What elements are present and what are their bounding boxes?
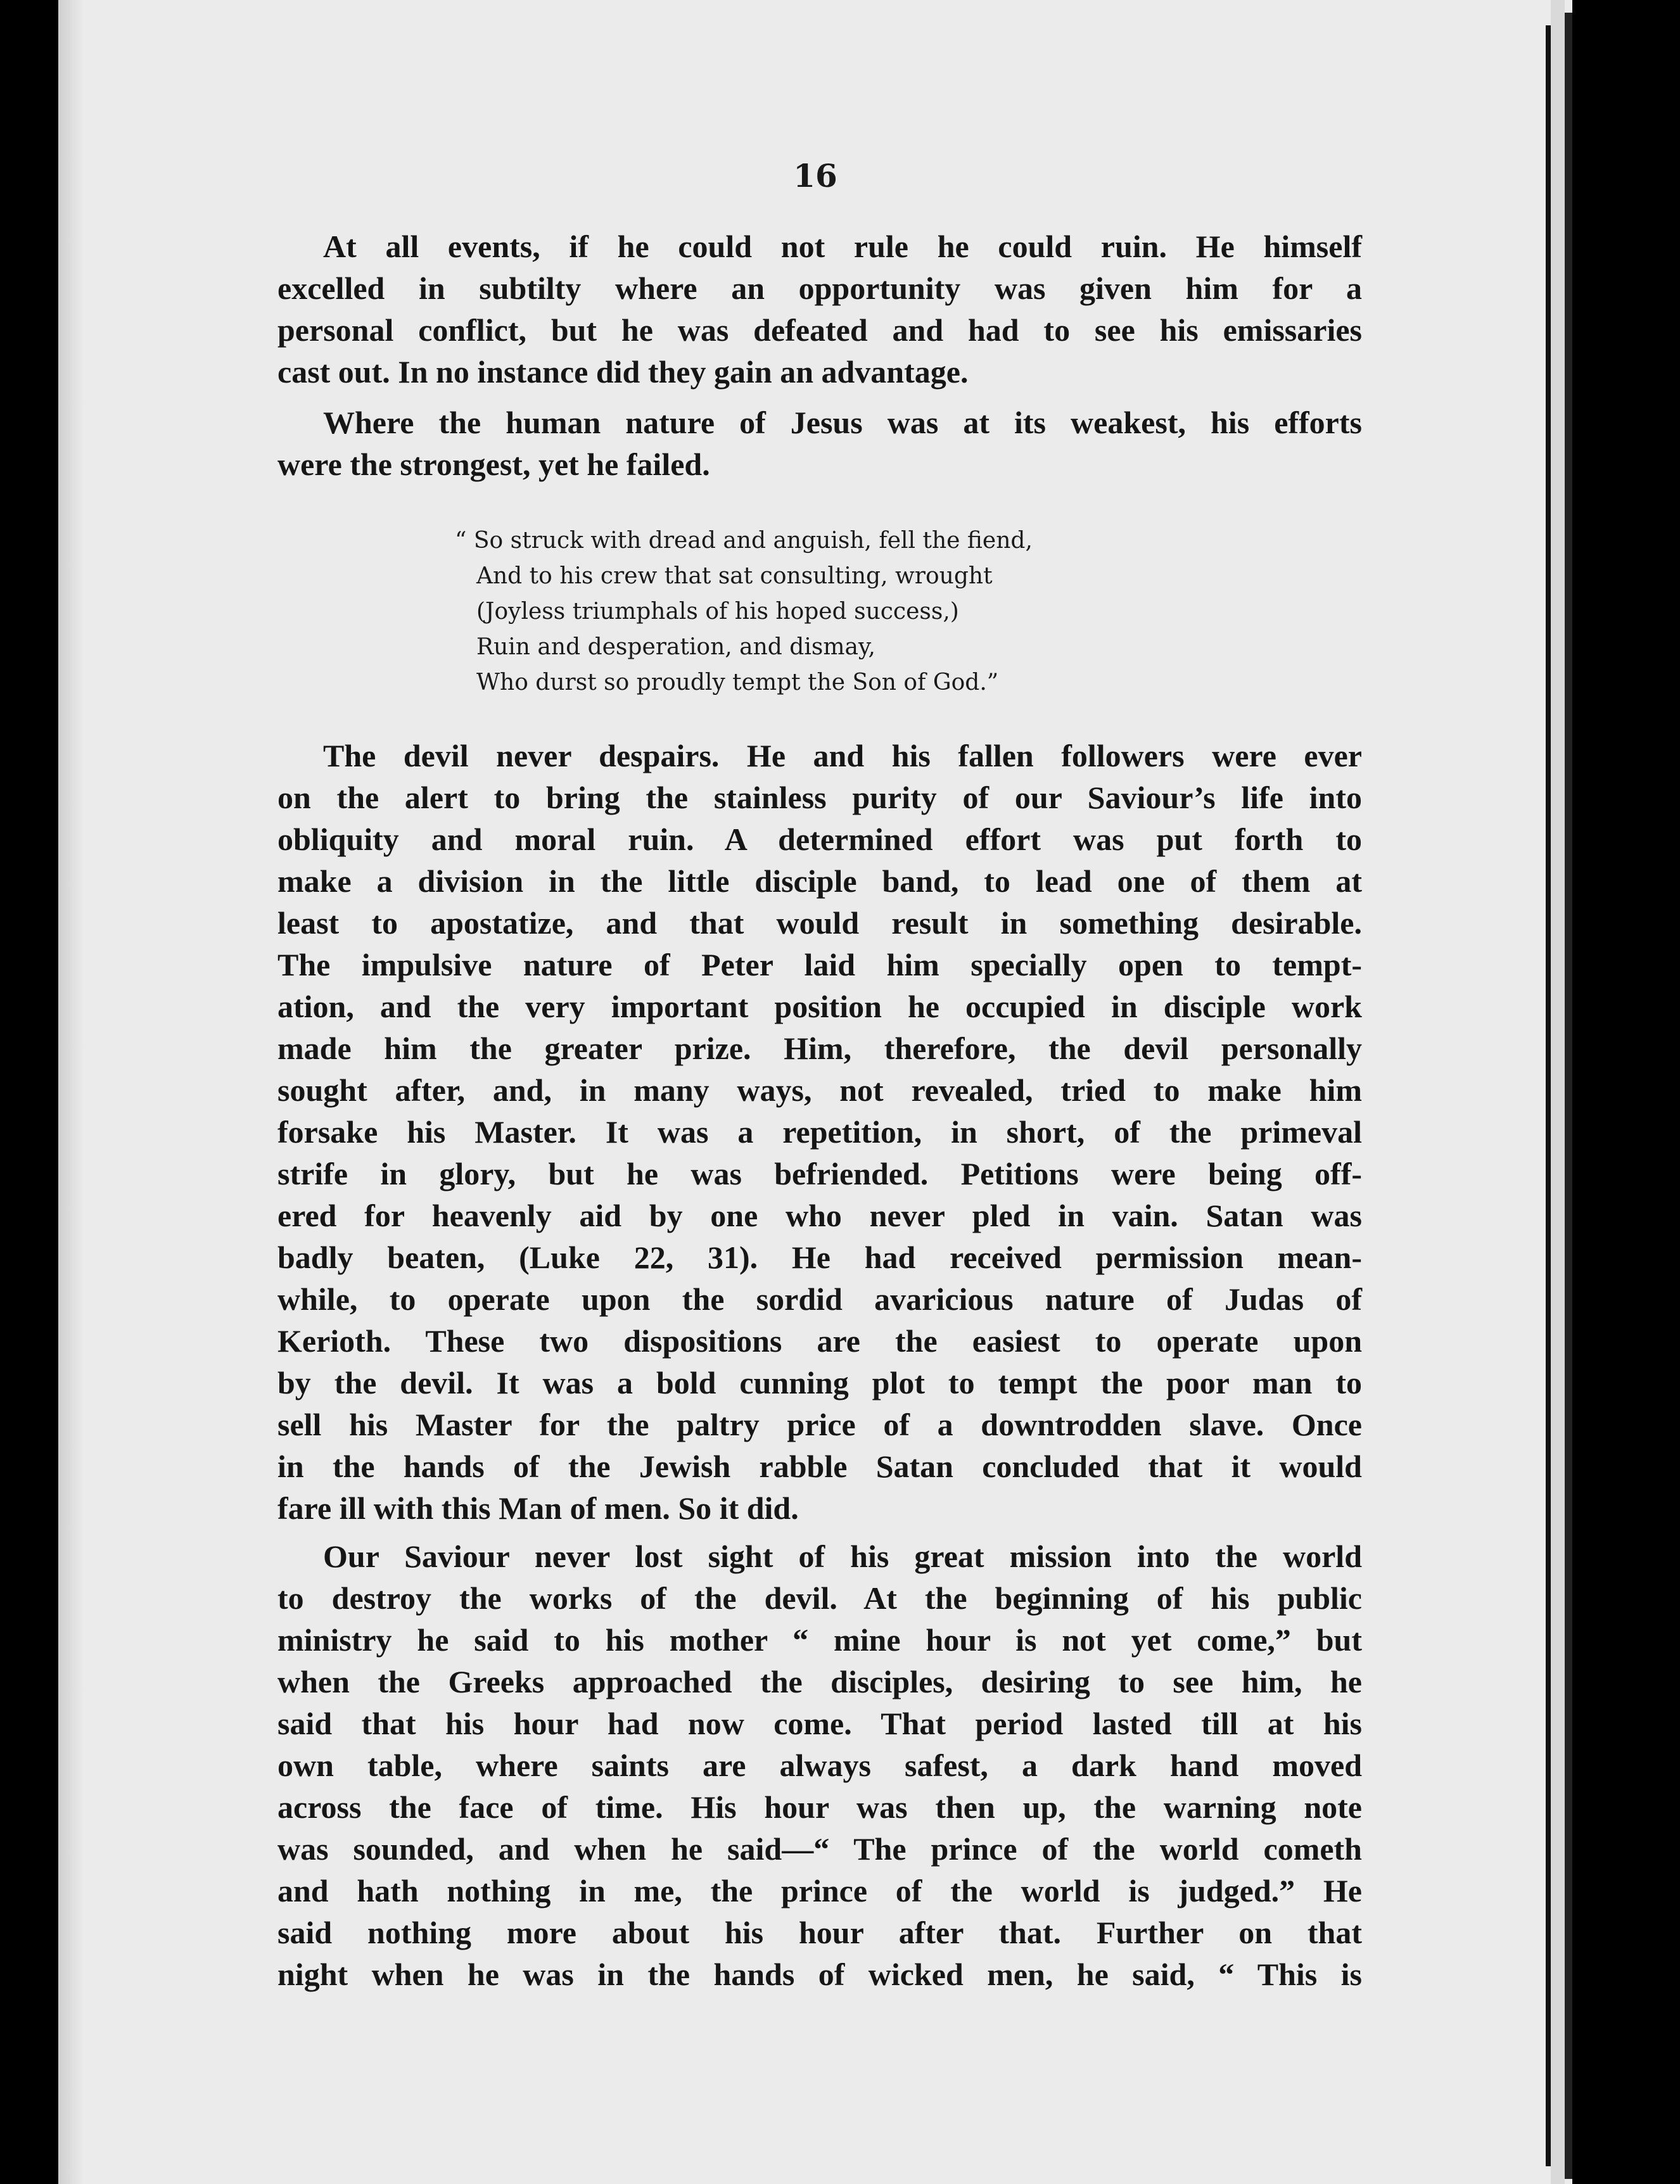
paragraph-4 (277, 1535, 1362, 1995)
text-line: said that his hour had now come. That period lasted till at his (277, 1706, 1362, 1741)
paragraph-3 (277, 735, 1362, 1529)
text-line: ered for heavenly aid by one who never pled in vain. Satan was (277, 1198, 1362, 1233)
text-line: fare ill with this Man of men. So it did. (277, 1490, 799, 1526)
text-line: forsake his Master. It was a repetition, in short, of the primeval (277, 1114, 1362, 1150)
text-line: was sounded, and when he said—“ The prince of the world cometh (277, 1831, 1362, 1867)
text-line: were the strongest, yet he failed. (277, 447, 710, 482)
quote-line: “ So struck with dread and anguish, fell the fiend, (455, 528, 1033, 554)
text-line: in the hands of the Jewish rabble Satan concluded that it would (277, 1449, 1362, 1484)
text-line: strife in glory, but he was befriended. Petitions were being off- (277, 1156, 1362, 1191)
text-line: said nothing more about his hour after that. Further on that (277, 1915, 1362, 1950)
poem-quotation (455, 523, 1033, 701)
text-line: and hath nothing in me, the prince of the world is judged.” He (277, 1873, 1362, 1908)
text-line: The impulsive nature of Peter laid him specially open to tempt- (277, 947, 1362, 982)
adjacent-page-strip (1551, 0, 1565, 2184)
text-line: sought after, and, in many ways, not revealed, tried to make him (277, 1072, 1362, 1108)
binding-edge (1565, 13, 1572, 2179)
page-shadow (58, 0, 84, 2184)
text-line: own table, where saints are always safest, a dark hand moved (277, 1748, 1362, 1783)
quote-line: And to his crew that sat consulting, wrought (476, 563, 993, 589)
text-line: by the devil. It was a bold cunning plot to tempt the poor man to (277, 1365, 1362, 1400)
text-line: night when he was in the hands of wicked men, he said, “ This is (277, 1957, 1362, 1992)
text-line: sell his Master for the paltry price of a downtrodden slave. Once (277, 1407, 1362, 1442)
text-line: At all events, if he could not rule he could ruin. He himself (323, 229, 1362, 264)
quote-line: Ruin and desperation, and dismay, (476, 634, 875, 660)
text-line: on the alert to bring the stainless purity of our Saviour’s life into (277, 780, 1362, 815)
text-line: across the face of time. His hour was then up, the warning note (277, 1789, 1362, 1825)
text-line: The devil never despairs. He and his fallen followers were ever (323, 738, 1362, 773)
text-line: Where the human nature of Jesus was at its weakest, his efforts (323, 405, 1362, 440)
text-line: least to apostatize, and that would result in something desirable. (277, 905, 1362, 941)
text-line: cast out. In no instance did they gain an advantage. (277, 354, 969, 390)
text-line: made him the greater prize. Him, therefore, the devil personally (277, 1031, 1362, 1066)
quote-line: Who durst so proudly tempt the Son of God.” (476, 670, 999, 695)
text-line: excelled in subtilty where an opportunity was given him for a (277, 270, 1362, 306)
text-line: ation, and the very important position he occupied in disciple work (277, 989, 1362, 1024)
paragraph-1 (277, 225, 1362, 393)
text-line: while, to operate upon the sordid avaricious nature of Judas of (277, 1281, 1362, 1317)
text-line: obliquity and moral ruin. A determined effort was put forth to (277, 822, 1362, 857)
text-line: to destroy the works of the devil. At the beginning of his public (277, 1580, 1362, 1616)
page-edge (1546, 25, 1551, 2166)
text-line: Kerioth. These two dispositions are the easiest to operate upon (277, 1323, 1362, 1359)
paragraph-2 (277, 402, 1362, 485)
text-line: when the Greeks approached the disciples, desiring to see him, he (277, 1664, 1362, 1699)
text-line: ministry he said to his mother “ mine hour is not yet come,” but (277, 1622, 1362, 1658)
page-number: 16 (793, 157, 837, 194)
text-line: make a division in the little disciple band, to lead one of them at (277, 863, 1362, 899)
text-line: badly beaten, (Luke 22, 31). He had received permission mean- (277, 1240, 1362, 1275)
quote-line: (Joyless triumphals of his hoped success,) (476, 599, 959, 625)
text-line: personal conflict, but he was defeated and had to see his emissaries (277, 312, 1362, 348)
text-line: Our Saviour never lost sight of his great mission into the world (323, 1539, 1362, 1574)
book-page (58, 0, 1572, 2184)
